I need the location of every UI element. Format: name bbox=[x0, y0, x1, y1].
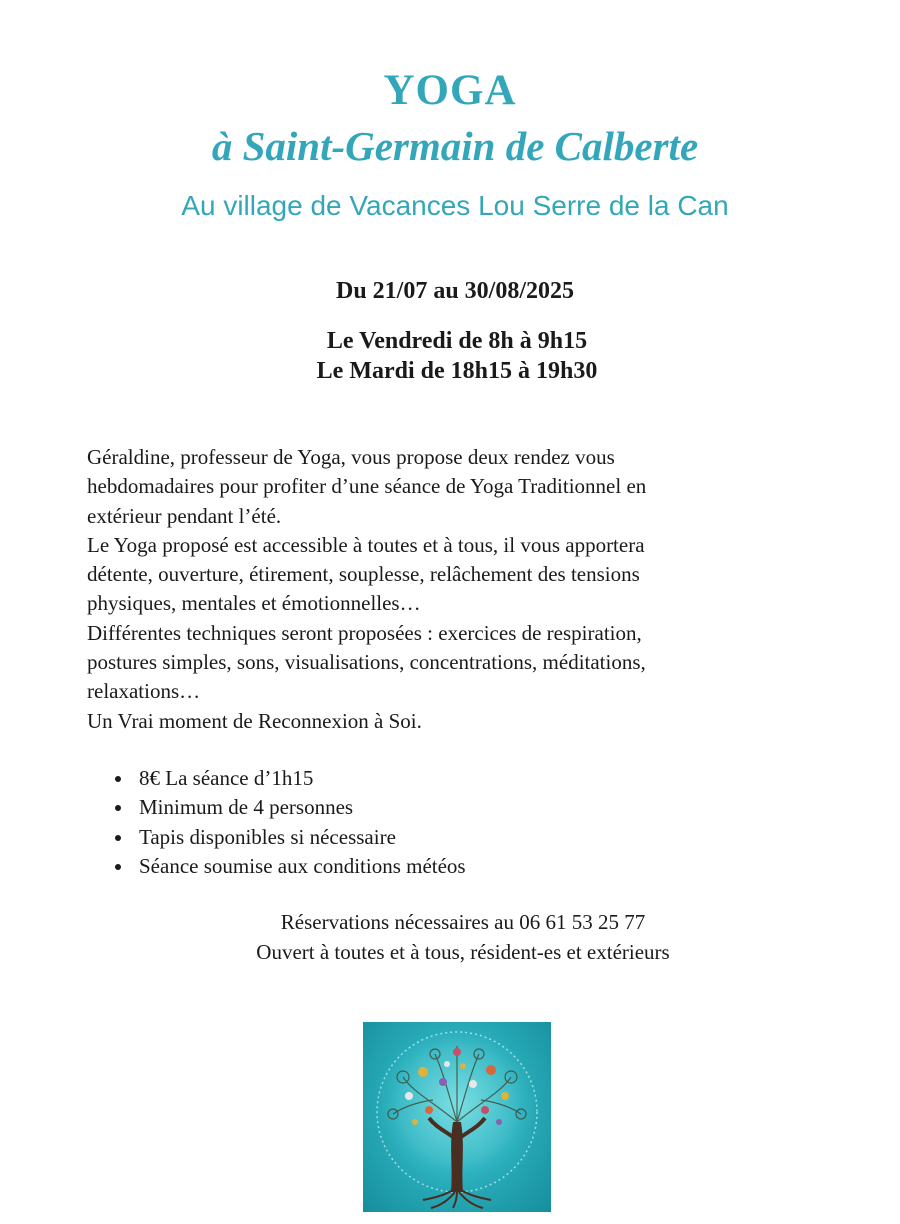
description-line: Différentes techniques seront proposées : exercices de respiration, bbox=[87, 620, 642, 645]
location-heading: à Saint-Germain de Calberte bbox=[211, 123, 699, 169]
bullet-icon bbox=[115, 864, 121, 870]
poster-title: YOGA bbox=[383, 67, 517, 114]
list-item-text: 8€ La séance d’1h15 bbox=[139, 766, 314, 790]
venue-subtitle: Au village de Vacances Lou Serre de la Can bbox=[181, 190, 729, 221]
description-line: Le Yoga proposé est accessible à toutes et à tous, il vous apportera bbox=[87, 532, 645, 557]
list-item-text: Tapis disponibles si nécessaire bbox=[139, 824, 396, 849]
description-line: postures simples, sons, visualisations, concentrations, méditations, bbox=[87, 650, 646, 675]
description-line: hebdomadaires pour profiter d’une séance de Yoga Traditionnel en bbox=[87, 474, 647, 499]
tree-icon bbox=[363, 1022, 551, 1212]
bullet-icon bbox=[115, 776, 121, 782]
list-item bbox=[112, 793, 466, 822]
bullet-icon bbox=[115, 835, 121, 841]
list-item bbox=[112, 852, 466, 881]
tree-of-life-image bbox=[363, 1022, 551, 1212]
schedule-tuesday: Le Mardi de 18h15 à 19h30 bbox=[316, 358, 598, 384]
list-item bbox=[112, 764, 466, 793]
date-range: Du 21/07 au 30/08/2025 bbox=[335, 278, 575, 304]
schedule-friday: Le Vendredi de 8h à 9h15 bbox=[326, 328, 588, 354]
description-line: relaxations… bbox=[87, 679, 201, 704]
list-item bbox=[112, 823, 466, 852]
description-line: détente, ouverture, étirement, souplesse, relâchement des tensions bbox=[87, 562, 640, 587]
description-line: extérieur pendant l’été. bbox=[87, 503, 282, 528]
description-line: Un Vrai moment de Reconnexion à Soi. bbox=[87, 708, 422, 733]
list-item-text: Séance soumise aux conditions météos bbox=[139, 853, 466, 878]
description-line: physiques, mentales et émotionnelles… bbox=[87, 591, 421, 616]
reservation-info: Réservations nécessaires au 06 61 53 25 77 bbox=[280, 910, 646, 934]
bullet-icon bbox=[115, 805, 121, 811]
details-list bbox=[112, 764, 466, 881]
description-block bbox=[87, 443, 807, 736]
audience-info: Ouvert à toutes et à tous, résident-es et extérieurs bbox=[256, 940, 670, 964]
list-item-text: Minimum de 4 personnes bbox=[139, 795, 354, 820]
description-line: Géraldine, professeur de Yoga, vous propose deux rendez vous bbox=[87, 445, 615, 469]
